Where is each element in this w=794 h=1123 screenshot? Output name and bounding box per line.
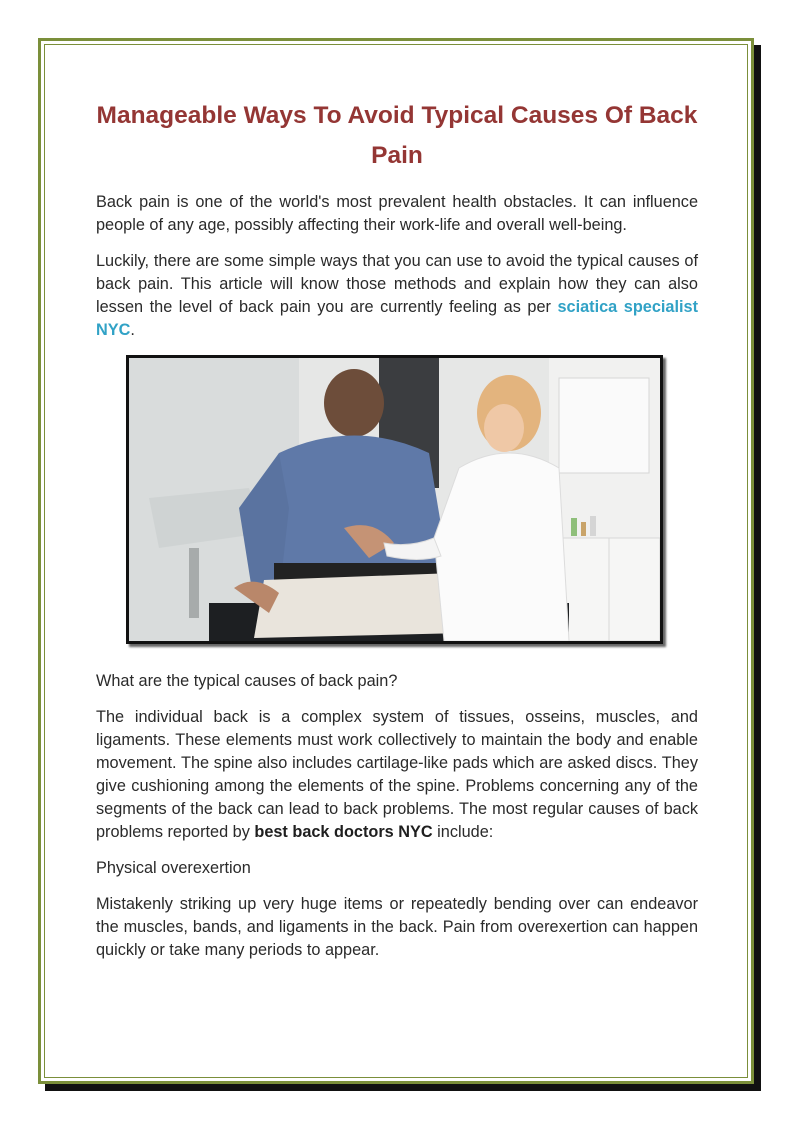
best-back-doctors-text: best back doctors NYC [254, 823, 433, 841]
paragraph-end: include: [432, 823, 494, 841]
doctor-exam-photo [126, 355, 663, 644]
doctor-exam-illustration [129, 358, 660, 641]
paragraph-anatomy [96, 706, 698, 844]
section-heading-causes: What are the typical causes of back pain? [96, 672, 398, 690]
document-title: Manageable Ways To Avoid Typical Causes Of Back Pain [96, 102, 698, 169]
paragraph-end: . [130, 321, 135, 339]
document-body [96, 191, 698, 975]
section-heading-overexertion: Physical overexertion [96, 859, 251, 877]
sciatica-specialist-link[interactable]: sciatica specialist NYC [96, 298, 698, 339]
paragraph-text: The individual back is a complex system of tissues, osseins, muscles, and ligaments. These elements must work collectively to maintain the body and enable movement. The spine also includes cartilage-like pads which are asked discs. They give cushioning among the elements of the spine. Problems concerning any of the segments of the back can lead to back problems. The most regular causes of back problems reported by [96, 708, 698, 841]
paragraph-luckily [96, 250, 698, 342]
paragraph-overexertion: Mistakenly striking up very huge items or repeatedly bending over can endeavor the muscles, bands, and ligaments in the back. Pain from overexertion can happen quickly or take many periods to appear. [96, 895, 698, 959]
intro-paragraph: Back pain is one of the world's most prevalent health obstacles. It can influence people of any age, possibly affecting their work-life and overall well-being. [96, 193, 698, 234]
paragraph-text: Luckily, there are some simple ways that you can use to avoid the typical causes of back pain. This article will know those methods and explain how they can also lessen the level of back pain you are currently feeling as per [96, 252, 698, 316]
